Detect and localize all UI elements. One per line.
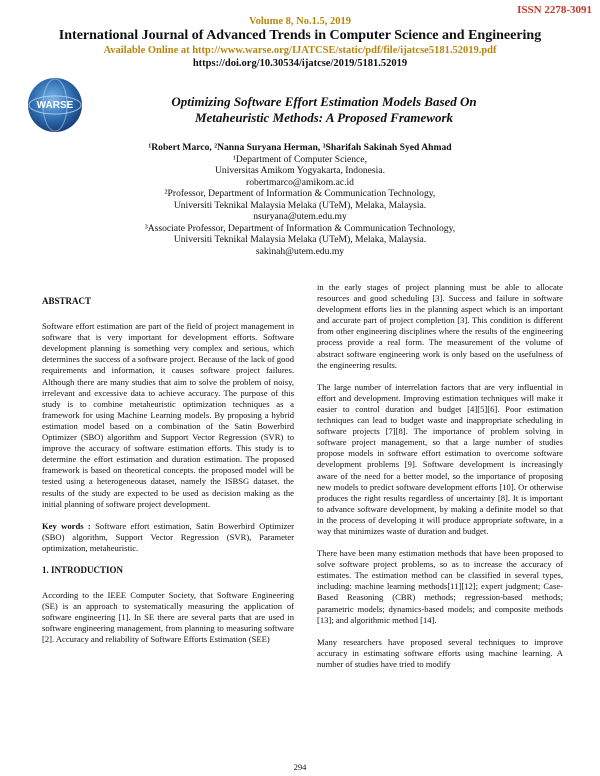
available-online-link[interactable]: Available Online at http://www.warse.org/IJATCSE/static/pdf/file/ijatcse5181.52019.pdf — [103, 45, 497, 56]
left-column — [42, 296, 294, 657]
doi-link[interactable]: https://doi.org/10.30534/ijatcse/2019/5181.52019 — [192, 58, 408, 69]
abstract-text: Software effort estimation are part of the field of project management in software that is very important for development efforts. Software development planning is something very complex and serious, which determines the success of a software project. Because of the lack of good requirements and information, it causes software project failures. Although there are many studies that aim to solve the problem of noisy, irrelevant and excessive data to achieve accuracy. The purpose of this study is to combine metaheuristic optimization techniques as a framework for using Machine Learning models. By proposing a hybrid estimation model based on a combination of the Satin Bowerbird Optimizer (SBO) algorithm and Support Vector Regression (SVR) to improve the accuracy of software estimation efforts. This study is to determine the effort estimation and duration estimation. The proposed framework is based on theoretical concepts. the proposed model will be tested using a heterogeneous dataset, namely the ISBSG dataset. the results of the study are expected to be used as decision making as the initial planning of software project development. — [42, 321, 294, 509]
issn-label: ISSN 2278-3091 — [517, 4, 592, 16]
volume-line: Volume 8, No.1.5, 2019 — [249, 16, 351, 27]
keywords — [42, 521, 294, 554]
affiliation-line: Universitas Amikom Yogyakarta, Indonesia. — [214, 165, 385, 176]
author-block — [0, 142, 600, 257]
paper-title — [0, 94, 600, 126]
author-email: robertmarco@amikom.ac.id — [246, 176, 354, 188]
author-email: sakinah@utem.edu.my — [255, 245, 345, 257]
journal-title: International Journal of Advanced Trends in Computer Science and Engineering — [58, 28, 542, 43]
body-paragraph: Many researchers have proposed several techniques to improve accuracy in estimating software efforts using machine learning. A number of studies have tried to modify — [317, 636, 563, 669]
affiliation-line: Universiti Teknikal Malaysia Melaka (UTeM), Melaka, Malaysia. — [173, 234, 427, 245]
page-number: 294 — [293, 762, 307, 772]
abstract-heading: ABSTRACT — [42, 296, 92, 306]
keywords-text: Software effort estimation, Satin Bowerbird Optimizer (SBO) algorithm, Support Vector Regression (SVR), Parameter optimization, metaheuristic. — [42, 520, 294, 553]
paper-title-line-2: Metaheuristic Methods: A Proposed Framework — [194, 110, 454, 125]
body-paragraph: The large number of interrelation factors that are very influential in effort and development. Improving estimation techniques will make it easier to control duration and budget [4][5][6]. Poor estimation techniques can lead to budget waste and inappropriate scheduling in software projects [7][8]. The importance of problem solving in software project management, so that a large number of studies propose models in software effort estimation to overcome software development problems [9]. Software development is increasingly aware of the need for a better model, so the importance of proposing new models to predict software development efforts [10]. Or otherwise produces the right results regardless of uncertainty [8]. It is important to advance software development, by making a definite model so that in the process of developing it will produce appropriate software, in a way that minimizes waste of duration and budget. — [317, 381, 563, 536]
paper-title-line-1: Optimizing Software Effort Estimation Models Based On — [171, 94, 477, 109]
keywords-label: Key words : — [42, 520, 91, 531]
introduction-heading: 1. INTRODUCTION — [42, 564, 124, 575]
affiliation-line: ³Associate Professor, Department of Information & Communication Technology, — [144, 222, 456, 234]
affiliation-line: ¹Department of Computer Science, — [233, 153, 367, 165]
author-names: ¹Robert Marco, ²Nanna Suryana Herman, ³Sharifah Sakinah Syed Ahmad — [148, 142, 452, 153]
affiliation-line: ²Professor, Department of Information & Communication Technology, — [164, 188, 436, 199]
affiliation-line: Universiti Teknikal Malaysia Melaka (UTeM), Melaka, Malaysia. — [173, 199, 427, 211]
body-paragraph: There have been many estimation methods that have been proposed to solve software project problems, so as to increase the accuracy of estimates. The estimation method can be classified in several types, including: machine learning methods[11][12]; expert judgment; Case-Based Reasoning (CBR) methods; regression-based methods; parametric models; dynamics-based models; and composite methods [13]; and algorithmic method [14]. — [317, 548, 563, 625]
right-column — [317, 282, 563, 681]
author-email: nsuryana@utem.edu.my — [253, 211, 347, 222]
body-paragraph: in the early stages of project planning must be able to allocate resources and good scheduling [3]. Success and failure in software development efforts lies in the planning aspect which is an important and accurate part of project completion [3]. This condition is different from other engineering disciplines where the results of the engineering process provide a real form. The measurement of the volume of abstract software engineering work is only based on the usefulness of the engineering results. — [317, 282, 563, 370]
introduction-text: According to the IEEE Computer Society, that Software Engineering (SE) is an approach to systematically measuring the application of software engineering [1]. In SE there are several parts that are used in software engineering management, from planning to measuring software [2]. Accuracy and reliability of Software Efforts Estimation (SEE) — [42, 590, 294, 645]
logo-text: WARSE — [36, 100, 74, 111]
